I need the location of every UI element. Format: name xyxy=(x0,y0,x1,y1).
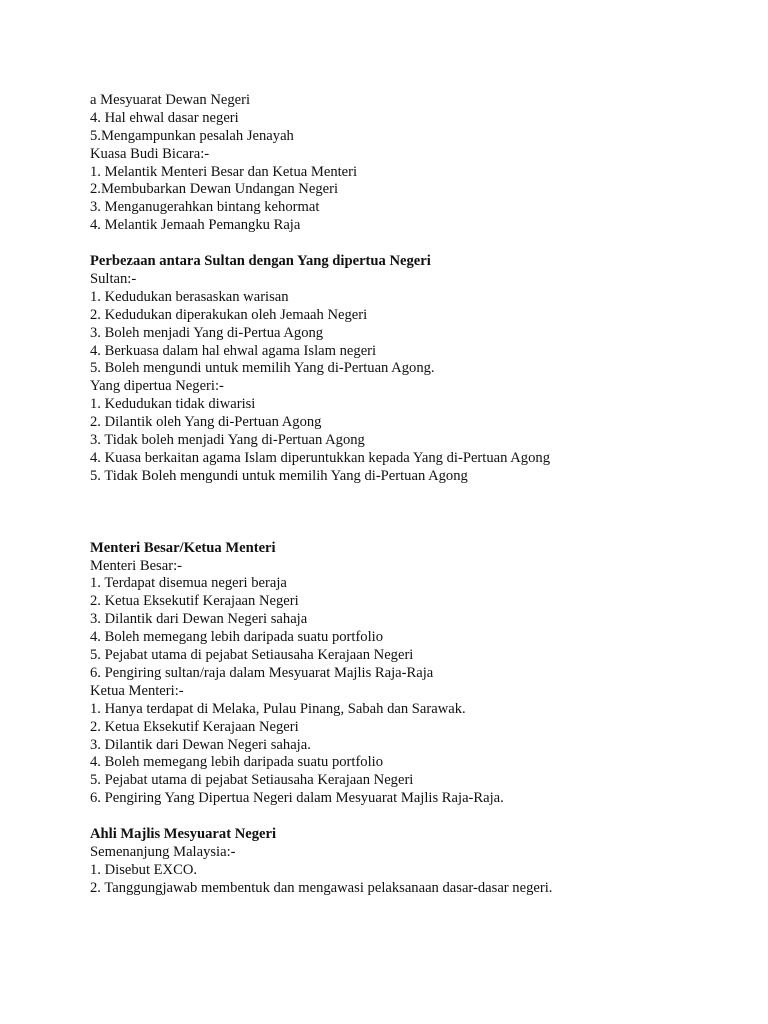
text-line: 4. Boleh memegang lebih daripada suatu portfolio xyxy=(90,629,384,646)
text-line: 3. Tidak boleh menjadi Yang di-Pertuan Agong xyxy=(90,432,365,449)
text-line: 2.Membubarkan Dewan Undangan Negeri xyxy=(90,181,339,198)
text-line: 2. Ketua Eksekutif Kerajaan Negeri xyxy=(90,718,299,735)
text-line: 2. Kedudukan diperakukan oleh Jemaah Negeri xyxy=(90,306,368,323)
text-line: 1. Kedudukan berasaskan warisan xyxy=(90,288,289,305)
text-line: 5.Mengampunkan pesalah Jenayah xyxy=(90,127,294,144)
section-ahli xyxy=(90,826,730,898)
text-line: 4. Hal ehwal dasar negeri xyxy=(90,109,239,126)
text-line: Ketua Menteri:- xyxy=(90,682,184,699)
text-line: Semenanjung Malaysia:- xyxy=(90,843,236,860)
section-perbezaan xyxy=(90,253,730,486)
text-line: Yang dipertua Negeri:- xyxy=(90,378,224,395)
section-intro xyxy=(90,92,730,235)
text-line: 6. Pengiring Yang Dipertua Negeri dalam Mesyuarat Majlis Raja-Raja. xyxy=(90,790,504,807)
text-line: 4. Berkuasa dalam hal ehwal agama Islam negeri xyxy=(90,342,377,359)
text-line: 5. Tidak Boleh mengundi untuk memilih Yang di-Pertuan Agong xyxy=(90,467,468,484)
text-line: 1. Kedudukan tidak diwarisi xyxy=(90,396,256,413)
section-heading: Ahli Majlis Mesyuarat Negeri xyxy=(90,826,277,843)
text-line: 2. Tanggungjawab membentuk dan mengawasi pelaksanaan dasar-dasar negeri. xyxy=(90,879,553,896)
section-heading: Perbezaan antara Sultan dengan Yang dipertua Negeri xyxy=(90,253,431,270)
text-line: 1. Terdapat disemua negeri beraja xyxy=(90,575,287,592)
spacer xyxy=(90,235,730,253)
spacer xyxy=(90,808,730,826)
text-line: 1. Hanya terdapat di Melaka, Pulau Pinang, Sabah dan Sarawak. xyxy=(90,700,466,717)
text-line: 4. Boleh memegang lebih daripada suatu portfolio xyxy=(90,754,384,771)
text-line: Sultan:- xyxy=(90,271,137,288)
text-line: 4. Melantik Jemaah Pemangku Raja xyxy=(90,217,301,234)
spacer xyxy=(90,486,730,540)
text-line: 4. Kuasa berkaitan agama Islam diperuntukkan kepada Yang di-Pertuan Agong xyxy=(90,449,550,466)
text-line: 1. Melantik Menteri Besar dan Ketua Menteri xyxy=(90,163,358,180)
text-line: Kuasa Budi Bicara:- xyxy=(90,145,210,162)
section-menteri xyxy=(90,540,730,808)
text-line: 5. Boleh mengundi untuk memilih Yang di-Pertuan Agong. xyxy=(90,360,435,377)
text-line: 3. Dilantik dari Dewan Negeri sahaja. xyxy=(90,736,311,753)
text-line: 1. Disebut EXCO. xyxy=(90,861,198,878)
text-line: Menteri Besar:- xyxy=(90,557,182,574)
text-line: 3. Boleh menjadi Yang di-Pertua Agong xyxy=(90,324,324,341)
text-line: 5. Pejabat utama di pejabat Setiausaha Kerajaan Negeri xyxy=(90,647,414,664)
text-line: 3. Menganugerahkan bintang kehormat xyxy=(90,199,320,216)
text-line: a Mesyuarat Dewan Negeri xyxy=(90,92,251,108)
text-line: 2. Ketua Eksekutif Kerajaan Negeri xyxy=(90,593,299,610)
document-page xyxy=(90,92,730,898)
text-line: 5. Pejabat utama di pejabat Setiausaha Kerajaan Negeri xyxy=(90,772,414,789)
text-line: 6. Pengiring sultan/raja dalam Mesyuarat Majlis Raja-Raja xyxy=(90,664,434,681)
section-heading: Menteri Besar/Ketua Menteri xyxy=(90,539,276,556)
text-line: 2. Dilantik oleh Yang di-Pertuan Agong xyxy=(90,414,322,431)
text-line: 3. Dilantik dari Dewan Negeri sahaja xyxy=(90,611,308,628)
